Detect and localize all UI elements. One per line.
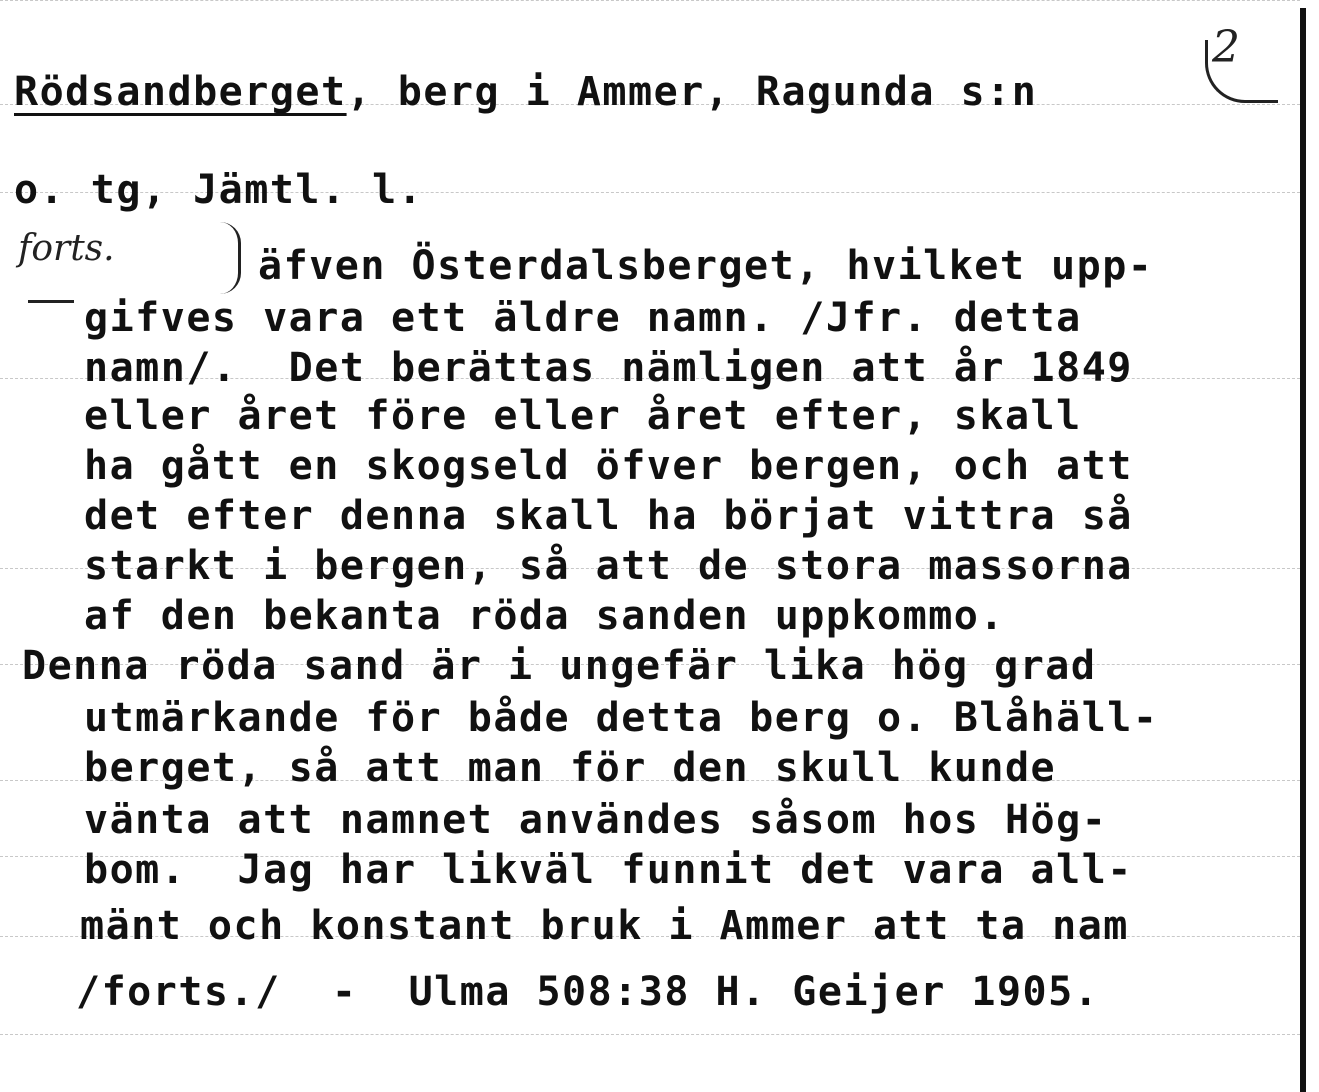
text-line: bom. Jag har likväl funnit det vara all- (84, 847, 1133, 893)
guide-line (0, 0, 1300, 1)
text-line: mänt och konstant bruk i Ammer att ta nam (80, 903, 1129, 949)
card-number: 2 (1212, 22, 1240, 73)
text-line: namn/. Det berättas nämligen att år 1849 (84, 345, 1133, 391)
margin-note: forts. (18, 228, 115, 269)
title-rest: , berg i Ammer, Ragunda s:n (346, 69, 1038, 115)
margin-bracket (220, 222, 241, 294)
margin-tail (28, 300, 74, 303)
text-line: äfven Österdalsberget, hvilket upp- (258, 243, 1154, 289)
source-line: /forts./ - Ulma 508:38 H. Geijer 1905. (76, 969, 1100, 1015)
text-line: eller året före eller året efter, skall (84, 393, 1082, 439)
text-line: starkt i bergen, så att de stora massorna (84, 543, 1133, 589)
title-line (14, 68, 1037, 116)
text-line: gifves vara ett äldre namn. /Jfr. detta (84, 295, 1082, 341)
text-line: vänta att namnet användes såsom hos Hög- (84, 797, 1108, 843)
text-line: o. tg, Jämtl. l. (14, 167, 424, 213)
text-line: det efter denna skall ha börjat vittra så (84, 493, 1133, 539)
text-line: berget, så att man för den skull kunde (84, 745, 1057, 791)
text-line: ha gått en skogseld öfver bergen, och att (84, 443, 1133, 489)
card-edge (1300, 8, 1306, 1092)
headword: Rödsandberget (14, 69, 347, 115)
text-line: utmärkande för både detta berg o. Blåhäll- (84, 695, 1159, 741)
text-line: Denna röda sand är i ungefär lika hög grad (22, 643, 1097, 689)
text-line: af den bekanta röda sanden uppkommo. (84, 593, 1005, 639)
guide-line (0, 1034, 1300, 1035)
